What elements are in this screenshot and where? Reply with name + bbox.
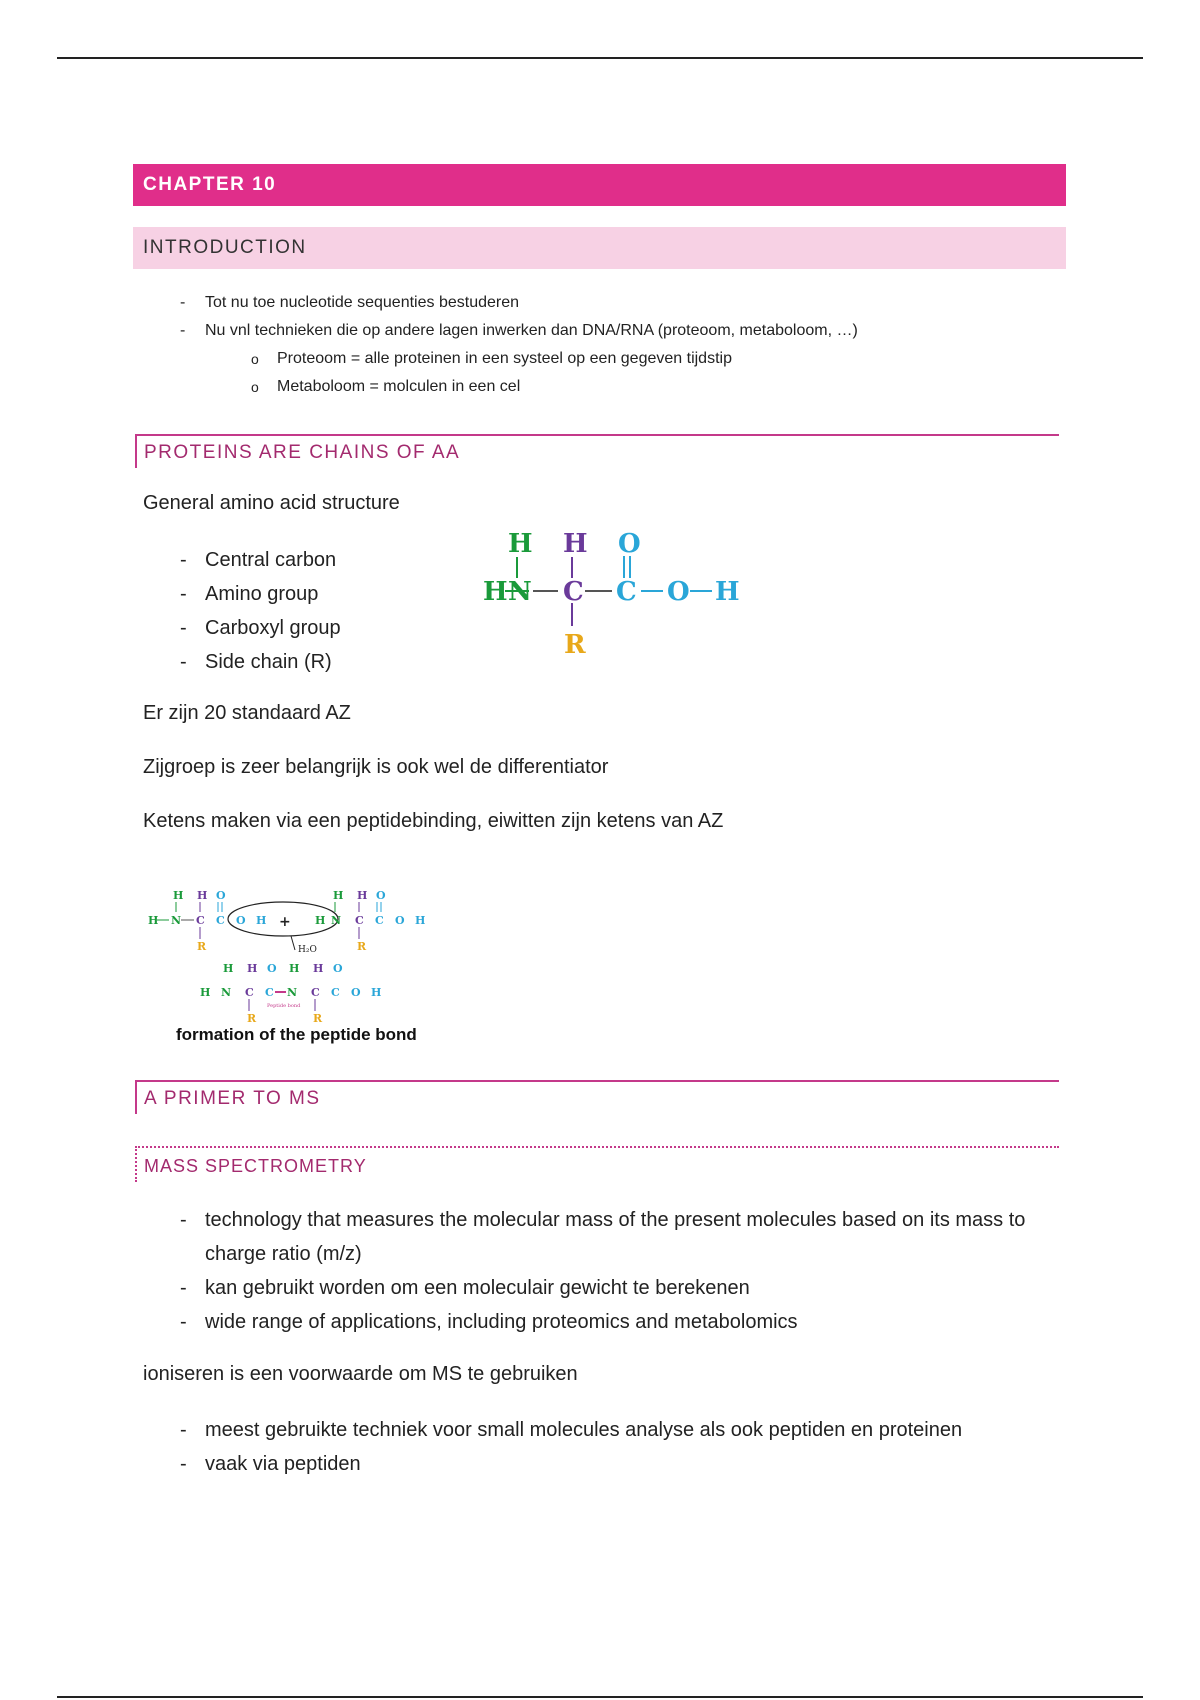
atom-h-top-left: H (508, 529, 533, 559)
atom-label: N (221, 986, 232, 999)
amino-acid-structure (478, 528, 778, 688)
list-item: - Tot nu toe nucleotide sequenties bestuderen (133, 289, 858, 317)
atom-label: O (216, 889, 226, 902)
list-item: - vaak via peptiden (133, 1447, 993, 1481)
atom-label: C (375, 914, 384, 927)
atom-label: O (351, 986, 361, 999)
atom-h-left: H (483, 577, 508, 607)
atom-h-hydroxyl: H (715, 577, 740, 607)
peptide-bond-diagram (143, 862, 453, 1052)
atom-label: C (265, 986, 274, 999)
para-ionization: ioniseren is een voorwaarde om MS te gebruiken (143, 1363, 578, 1385)
atom-label: H (313, 962, 324, 975)
list-item: - kan gebruikt worden om een moleculair gewicht te berekenen (133, 1271, 1063, 1305)
atom-label: H (315, 914, 326, 927)
atom-o-hydroxyl: O (667, 577, 690, 607)
atom-n: N (508, 577, 532, 607)
introduction-bullets (133, 289, 858, 345)
atom-label: H (200, 986, 211, 999)
list-item: o Metaboloom = molculen in een cel (133, 373, 732, 401)
list-item: - wide range of applications, including proteomics and metabolomics (133, 1305, 1063, 1339)
atom-label: C (216, 914, 225, 927)
list-item: - technology that measures the molecular mass of the present molecules based on its mass to charge ratio (m/z) (133, 1203, 1063, 1271)
introduction-heading: INTRODUCTION (133, 227, 1066, 269)
bottom-rule (57, 1696, 1143, 1698)
list-item: - meest gebruikte techniek voor small molecules analyse als ook peptiden en proteinen (133, 1413, 993, 1447)
atom-label: R (357, 940, 367, 953)
atom-label: O (236, 914, 246, 927)
list-item: - Central carbon (133, 543, 341, 577)
list-item: - Carboxyl group (133, 611, 341, 645)
atom-label: O (267, 962, 277, 975)
atom-label: C (245, 986, 254, 999)
list-item: o Proteoom = alle proteinen in een systeel op een gegeven tijdstip (133, 345, 732, 373)
atom-label: H (371, 986, 382, 999)
atom-label: H (415, 914, 426, 927)
bond-line (291, 936, 295, 950)
atom-label: H (223, 962, 234, 975)
list-item: - Side chain (R) (133, 645, 341, 679)
atom-label: C (196, 914, 205, 927)
atom-label: C (331, 986, 340, 999)
primer-heading: A PRIMER TO MS (135, 1080, 1059, 1114)
proteins-heading: PROTEINS ARE CHAINS OF AA (135, 434, 1059, 468)
ms-heading: MASS SPECTROMETRY (135, 1146, 1059, 1182)
atom-label: R (313, 1012, 323, 1025)
atom-label: H (197, 889, 208, 902)
list-item: - Nu vnl technieken die op andere lagen inwerken dan DNA/RNA (proteoom, metaboloom, …) (133, 317, 858, 345)
atom-label: N (171, 914, 182, 927)
ms-bullets (133, 1203, 1063, 1339)
list-item: - Amino group (133, 577, 341, 611)
peptide-figure-caption: formation of the peptide bond (176, 1025, 417, 1044)
atom-label: R (247, 1012, 257, 1025)
atom-label: H (247, 962, 258, 975)
atom-c-central: C (563, 577, 584, 607)
atom-label: R (197, 940, 207, 953)
atom-label: O (333, 962, 343, 975)
atom-h-top-center: H (563, 529, 588, 559)
atom-r-sidechain: R (564, 630, 586, 660)
atom-o-double: O (618, 529, 641, 559)
top-rule (57, 57, 1143, 59)
peptide-bond-label: Peptide bond (267, 1003, 301, 1009)
ms-technique-bullets (133, 1413, 993, 1481)
introduction-subbullets (133, 345, 732, 401)
atom-label: H (333, 889, 344, 902)
atom-label: H (256, 914, 267, 927)
chapter-title: CHAPTER 10 (133, 164, 1066, 206)
atom-label: O (395, 914, 405, 927)
atom-label: H (148, 914, 159, 927)
amino-intro: General amino acid structure (143, 492, 400, 514)
water-label: H₂O (298, 945, 317, 955)
atom-label: H (289, 962, 300, 975)
atom-label: N (287, 986, 298, 999)
atom-label: O (376, 889, 386, 902)
atom-label: N (331, 914, 342, 927)
atom-label: H (173, 889, 184, 902)
atom-label: C (311, 986, 320, 999)
atom-label: C (355, 914, 364, 927)
amino-bullets (133, 543, 341, 679)
atom-c-carboxyl: C (616, 577, 637, 607)
atom-label: H (357, 889, 368, 902)
para-sidegroup: Zijgroep is zeer belangrijk is ook wel de differentiator (143, 756, 609, 778)
para-peptide-chains: Ketens maken via een peptidebinding, eiwitten zijn ketens van AZ (143, 810, 724, 832)
plus-sign: + (279, 914, 291, 930)
para-standard-aa: Er zijn 20 standaard AZ (143, 702, 351, 724)
